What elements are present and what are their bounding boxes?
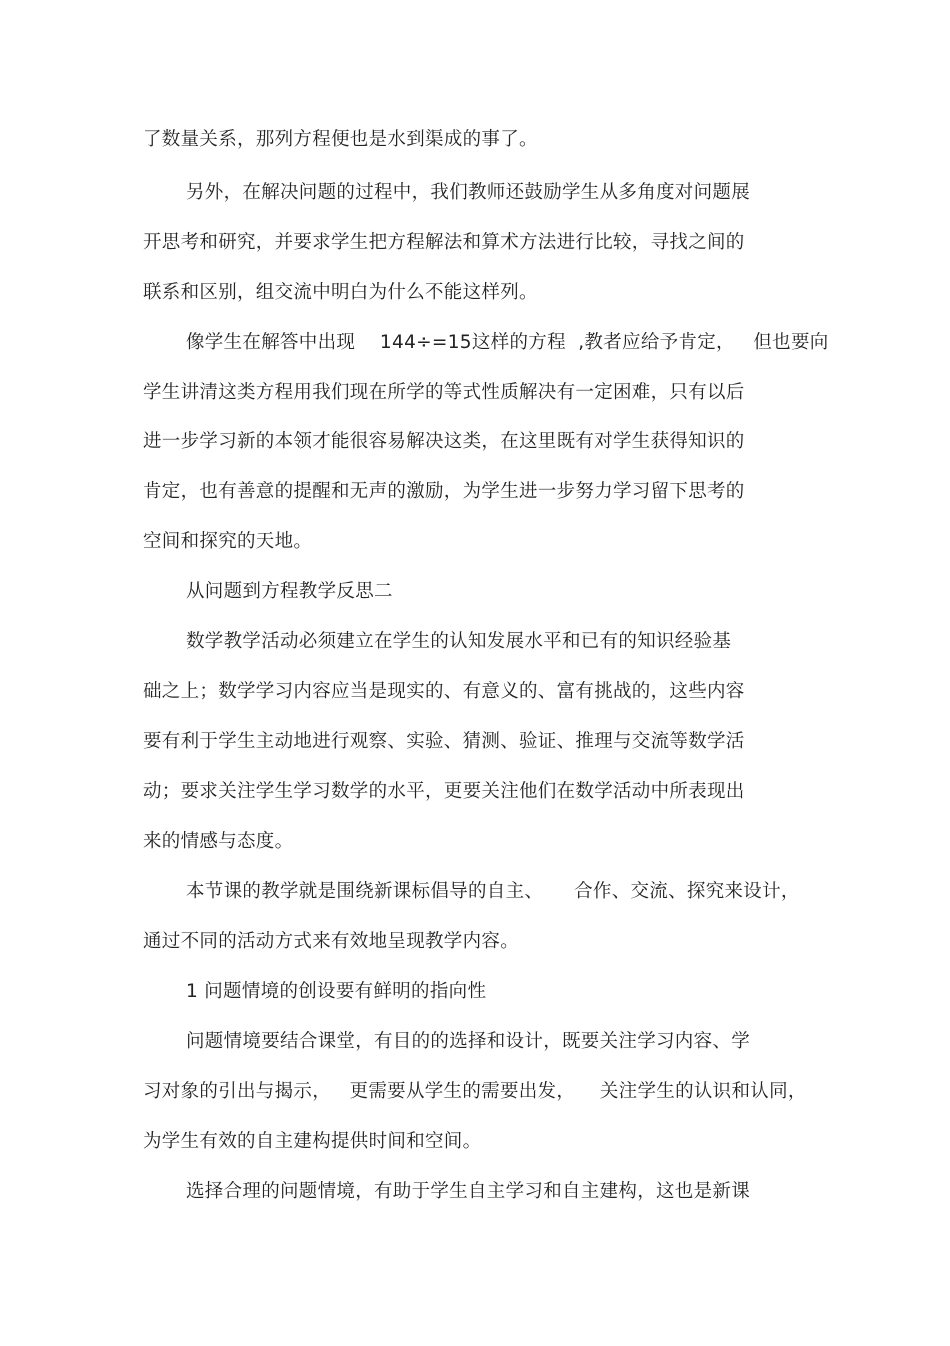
paragraph-start: 问题情境要结合课堂，有目的的选择和设计，既要关注学习内容、学 bbox=[186, 1031, 751, 1052]
subsection-heading: 1 问题情境的创设要有鲜明的指向性 bbox=[186, 981, 487, 1002]
text-line: 础之上；数学学习内容应当是现实的、有意义的、富有挑战的，这些内容 bbox=[143, 681, 745, 702]
text-line: 进一步学习新的本领才能很容易解决这类，在这里既有对学生获得知识的 bbox=[143, 431, 745, 452]
text-line: 动；要求关注学生学习数学的水平，更要关注他们在数学活动中所表现出 bbox=[143, 781, 745, 802]
text-line: 要有利于学生主动地进行观察、实验、猜测、验证、推理与交流等数学活 bbox=[143, 731, 745, 752]
paragraph-start: 数学教学活动必须建立在学生的认知发展水平和已有的知识经验基 bbox=[186, 631, 732, 652]
text-line: 为学生有效的自主建构提供时间和空间。 bbox=[143, 1131, 482, 1152]
text-line: 学生讲清这类方程用我们现在所学的等式性质解决有一定困难，只有以后 bbox=[143, 382, 745, 403]
text-line: 来的情感与态度。 bbox=[143, 831, 294, 852]
paragraph-start: 另外，在解决问题的过程中，我们教师还鼓励学生从多角度对问题展 bbox=[186, 182, 751, 203]
paragraph-start: 选择合理的问题情境，有助于学生自主学习和自主建构，这也是新课 bbox=[186, 1181, 751, 1202]
text-line: 联系和区别，组交流中明白为什么不能这样列。 bbox=[143, 282, 538, 303]
text-line: 通过不同的活动方式来有效地呈现教学内容。 bbox=[143, 931, 520, 952]
text-line: 开思考和研究，并要求学生把方程解法和算术方法进行比较，寻找之间的 bbox=[143, 232, 745, 253]
text-line: 空间和探究的天地。 bbox=[143, 531, 313, 552]
paragraph-start: 像学生在解答中出现 144÷=15这样的方程 ,教者应给予肯定， 但也要向 bbox=[186, 332, 829, 353]
text-line: 了数量关系，那列方程便也是水到渠成的事了。 bbox=[143, 129, 538, 150]
text-line: 肯定，也有善意的提醒和无声的激励，为学生进一步努力学习留下思考的 bbox=[143, 481, 745, 502]
paragraph-start: 本节课的教学就是围绕新课标倡导的自主、 合作、交流、探究来设计， bbox=[186, 881, 800, 902]
text-line: 习对象的引出与揭示， 更需要从学生的需要出发， 关注学生的认识和认同， bbox=[143, 1081, 807, 1102]
section-heading: 从问题到方程教学反思二 bbox=[186, 581, 393, 602]
